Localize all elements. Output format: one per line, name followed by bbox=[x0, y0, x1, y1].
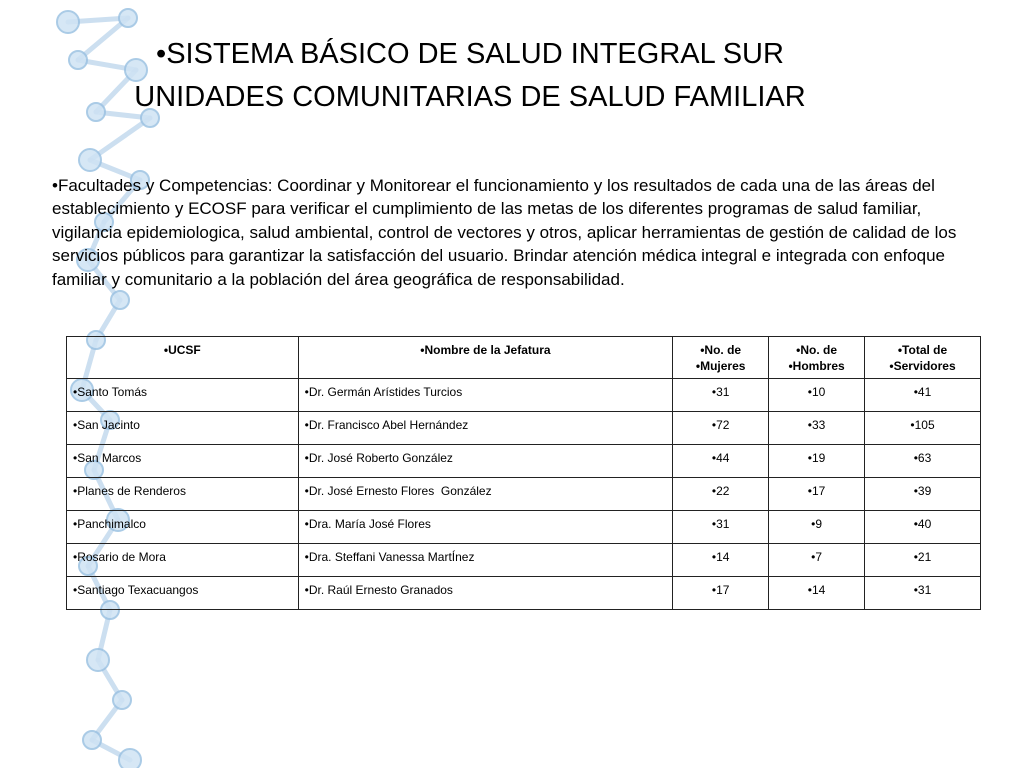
table-row bbox=[67, 544, 981, 577]
cell-ucsf: •Santo Tomás bbox=[67, 379, 299, 412]
cell-total: •63 bbox=[865, 445, 981, 478]
cell-ucsf: •Panchimalco bbox=[67, 511, 299, 544]
cell-jefatura: •Dra. María José Flores bbox=[298, 511, 673, 544]
table-row bbox=[67, 478, 981, 511]
cell-hombres: •19 bbox=[769, 445, 865, 478]
cell-jefatura: •Dr. José Ernesto Flores González bbox=[298, 478, 673, 511]
header-jefatura: •Nombre de la Jefatura bbox=[298, 337, 673, 379]
cell-total: •41 bbox=[865, 379, 981, 412]
cell-hombres: •10 bbox=[769, 379, 865, 412]
cell-ucsf: •San Jacinto bbox=[67, 412, 299, 445]
molecule-bead bbox=[113, 691, 131, 709]
cell-hombres: •9 bbox=[769, 511, 865, 544]
cell-mujeres: •22 bbox=[673, 478, 769, 511]
table-row bbox=[67, 412, 981, 445]
header-mujeres: •No. de •Mujeres bbox=[673, 337, 769, 379]
cell-jefatura: •Dr. Germán Arístides Turcios bbox=[298, 379, 673, 412]
molecule-bead bbox=[119, 749, 141, 768]
cell-jefatura: •Dr. José Roberto González bbox=[298, 445, 673, 478]
cell-jefatura: •Dr. Raúl Ernesto Granados bbox=[298, 577, 673, 610]
cell-ucsf: •Planes de Renderos bbox=[67, 478, 299, 511]
molecule-bead bbox=[79, 149, 101, 171]
table-row bbox=[67, 511, 981, 544]
cell-ucsf: •Rosario de Mora bbox=[67, 544, 299, 577]
molecule-bead bbox=[111, 291, 129, 309]
cell-ucsf: •Santiago Texacuangos bbox=[67, 577, 299, 610]
cell-mujeres: •31 bbox=[673, 379, 769, 412]
cell-total: •40 bbox=[865, 511, 981, 544]
title-line-2: UNIDADES COMUNITARIAS DE SALUD FAMILIAR bbox=[134, 81, 806, 113]
cell-hombres: •33 bbox=[769, 412, 865, 445]
table-row bbox=[67, 577, 981, 610]
cell-hombres: •14 bbox=[769, 577, 865, 610]
ucsf-table bbox=[66, 336, 981, 610]
header-ucsf: •UCSF bbox=[67, 337, 299, 379]
molecule-bead bbox=[119, 9, 137, 27]
molecule-bead bbox=[57, 11, 79, 33]
cell-total: •31 bbox=[865, 577, 981, 610]
cell-mujeres: •44 bbox=[673, 445, 769, 478]
table-row bbox=[67, 445, 981, 478]
title-line-1: •SISTEMA BÁSICO DE SALUD INTEGRAL SUR bbox=[156, 38, 784, 70]
competencias-paragraph: •Facultades y Competencias: Coordinar y Monitorear el funcionamiento y los resultados de cada una de las áreas del establecimiento y ECOSF para verificar el cumplimiento de las metas de los diferentes programas de salud familiar, vigilancia epidemiologica, salud ambiental, control de vectores y otros, aplicar herramientas de gestión de calidad de los servicios públicos para garantizar la satisfacción del usuario. Brindar atención médica integral e integrada con enfoque familiar y comunitario a la población del área geográfica de responsabilidad. bbox=[52, 176, 957, 289]
cell-hombres: •7 bbox=[769, 544, 865, 577]
table-row bbox=[67, 379, 981, 412]
header-total: •Total de •Servidores bbox=[865, 337, 981, 379]
cell-jefatura: •Dr. Francisco Abel Hernández bbox=[298, 412, 673, 445]
molecule-bead bbox=[83, 731, 101, 749]
cell-mujeres: •72 bbox=[673, 412, 769, 445]
cell-mujeres: •14 bbox=[673, 544, 769, 577]
cell-hombres: •17 bbox=[769, 478, 865, 511]
slide-title bbox=[60, 33, 880, 119]
cell-mujeres: •31 bbox=[673, 511, 769, 544]
header-hombres: •No. de •Hombres bbox=[769, 337, 865, 379]
cell-jefatura: •Dra. Steffani Vanessa MartÍnez bbox=[298, 544, 673, 577]
cell-ucsf: •San Marcos bbox=[67, 445, 299, 478]
cell-mujeres: •17 bbox=[673, 577, 769, 610]
table-header-row bbox=[67, 337, 981, 379]
molecule-bead bbox=[87, 649, 109, 671]
cell-total: •39 bbox=[865, 478, 981, 511]
cell-total: •21 bbox=[865, 544, 981, 577]
cell-total: •105 bbox=[865, 412, 981, 445]
